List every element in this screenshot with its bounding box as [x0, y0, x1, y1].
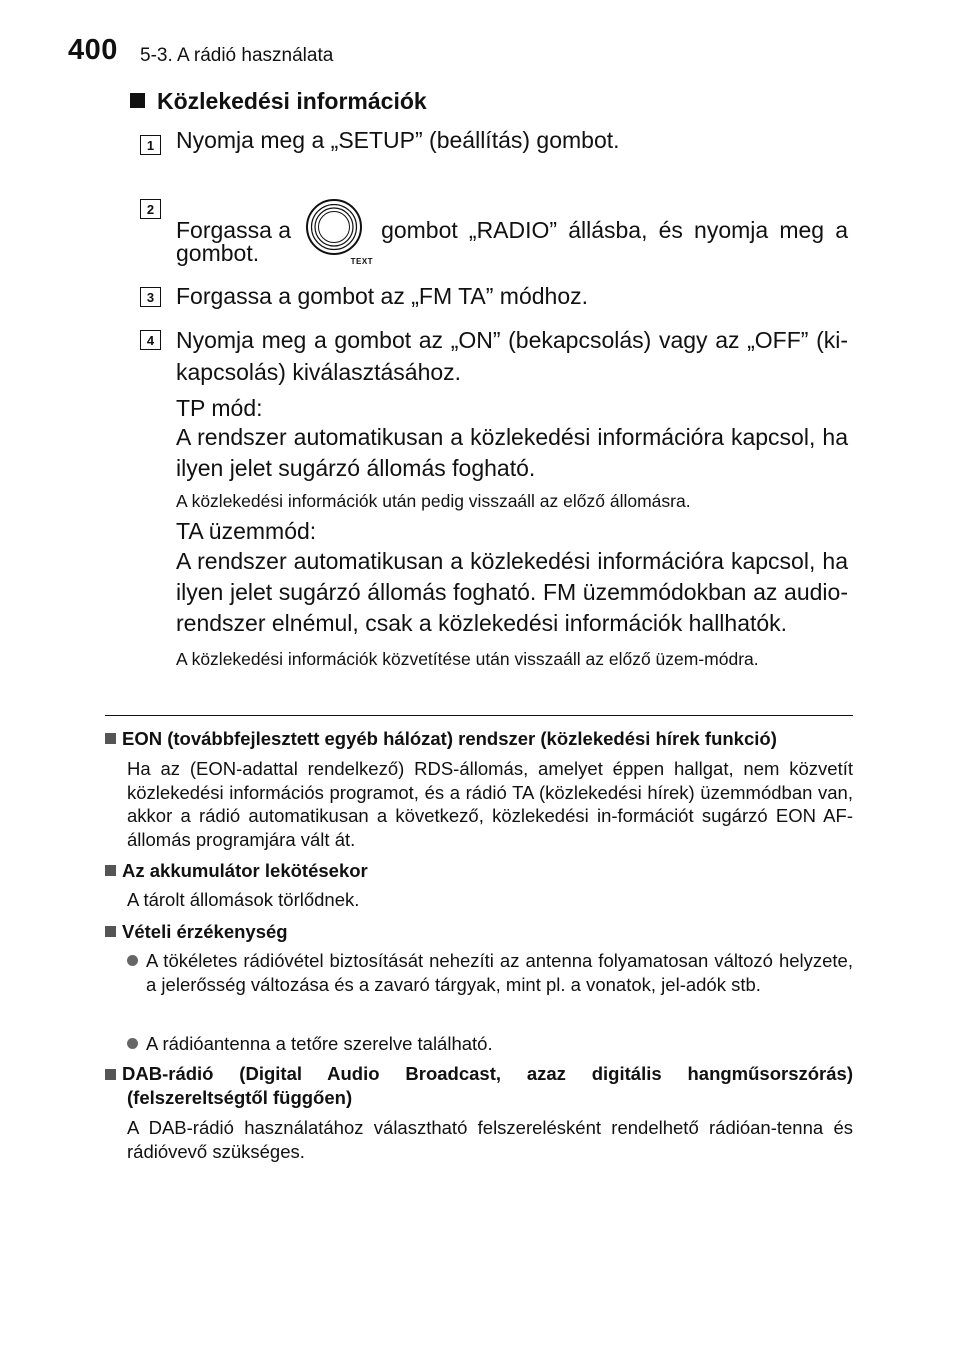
dab-square-icon [105, 1069, 116, 1080]
step-number-1: 1 [140, 135, 161, 155]
tp-mode-note: A közlekedési információk után pedig visszaáll az előző állomásra. [176, 491, 691, 511]
main-heading [130, 88, 427, 115]
tp-mode-title: TP mód: [176, 395, 263, 421]
reception-bullet-2 [127, 1032, 853, 1056]
page-number: 400 [68, 34, 118, 66]
ta-mode-note: A közlekedési információk közvetítése után visszaáll az előző üzem-módra. [176, 649, 759, 669]
battery-text: A tárolt állomások törlődnek. [127, 889, 360, 910]
section-header: 5-3. A rádió használata [140, 45, 334, 66]
eon-square-icon [105, 733, 116, 744]
step-number-4: 4 [140, 330, 161, 350]
battery-heading [105, 860, 368, 882]
tp-mode-text: A rendszer automatikusan a közlekedési információra kapcsol, ha ilyen jelet sugárzó állomás fogható. [176, 424, 848, 481]
knob-label: TEXT [350, 257, 374, 266]
reception-bullet-1-text: A tökéletes rádióvétel biztosítását nehezíti az antenna folyamatosan változó helyzete, a jelerősség változása és a zavaró tárgyak, mint pl. a vonatok, jel-adók stb. [146, 950, 853, 995]
reception-heading-text: Vételi érzékenység [122, 921, 288, 942]
eon-text: Ha az (EON-adattal rendelkező) RDS-állomás, amelyet éppen hallgat, nem közvetít közlekedési információs programot, és a rádió TA (közlekedési hírek) üzemmódban van, akkor a rádió automatikusan a következő, közlekedési in-formációt sugárzó EON AF-állomás programjára vált át. [127, 758, 853, 850]
step-number-3: 3 [140, 287, 161, 307]
battery-square-icon [105, 865, 116, 876]
heading-square-icon [130, 93, 145, 108]
reception-bullet-2-text: A rádióantenna a tetőre szerelve található. [146, 1033, 493, 1054]
step-2-text-cont: gombot. [176, 240, 260, 266]
section-divider [105, 715, 853, 716]
ta-mode-title: TA üzemmód: [176, 518, 317, 544]
dab-heading-line-1: DAB-rádió (Digital Audio Broadcast, azaz digitális hangműsorszórás) [122, 1063, 853, 1084]
reception-square-icon [105, 926, 116, 937]
step-4-text: Nyomja meg a gombot az „ON” (bekapcsolás) vagy az „OFF” (ki-kapcsolás) kiválasztásához. [176, 327, 848, 385]
step-number-2: 2 [140, 199, 161, 219]
main-heading-text: Közlekedési információk [157, 88, 427, 114]
dab-heading-line-2: (felszereltségtől függően) [127, 1086, 353, 1108]
step-3-text: Forgassa a gombot az „FM TA” módhoz. [176, 283, 589, 309]
reception-heading [105, 921, 288, 943]
bullet-dot-icon [127, 1038, 138, 1049]
step-2-text-before: Forgassa a [176, 216, 292, 243]
step-1-text: Nyomja meg a „SETUP” (beállítás) gombot. [176, 127, 620, 153]
dab-text: A DAB-rádió használatához választható felszerelésként rendelhető rádióan-tenna és rádióvevő szükséges. [127, 1117, 853, 1162]
eon-heading-text: EON (továbbfejlesztett egyéb hálózat) rendszer (közlekedési hírek funkció) [122, 728, 777, 749]
ta-mode-text: A rendszer automatikusan a közlekedési információra kapcsol, ha ilyen jelet sugárzó állomás fogható. FM üzemmódokban az audio-rendszer elnémul, csak a közlekedési információk hallhatók. [176, 548, 848, 636]
reception-bullet-1 [127, 949, 853, 996]
step-2-text-after: gombot „RADIO” állásba, és nyomja meg a [381, 216, 848, 243]
bullet-dot-icon [127, 955, 138, 966]
dab-heading [105, 1062, 853, 1109]
eon-heading [105, 728, 777, 750]
battery-heading-text: Az akkumulátor lekötésekor [122, 860, 368, 881]
